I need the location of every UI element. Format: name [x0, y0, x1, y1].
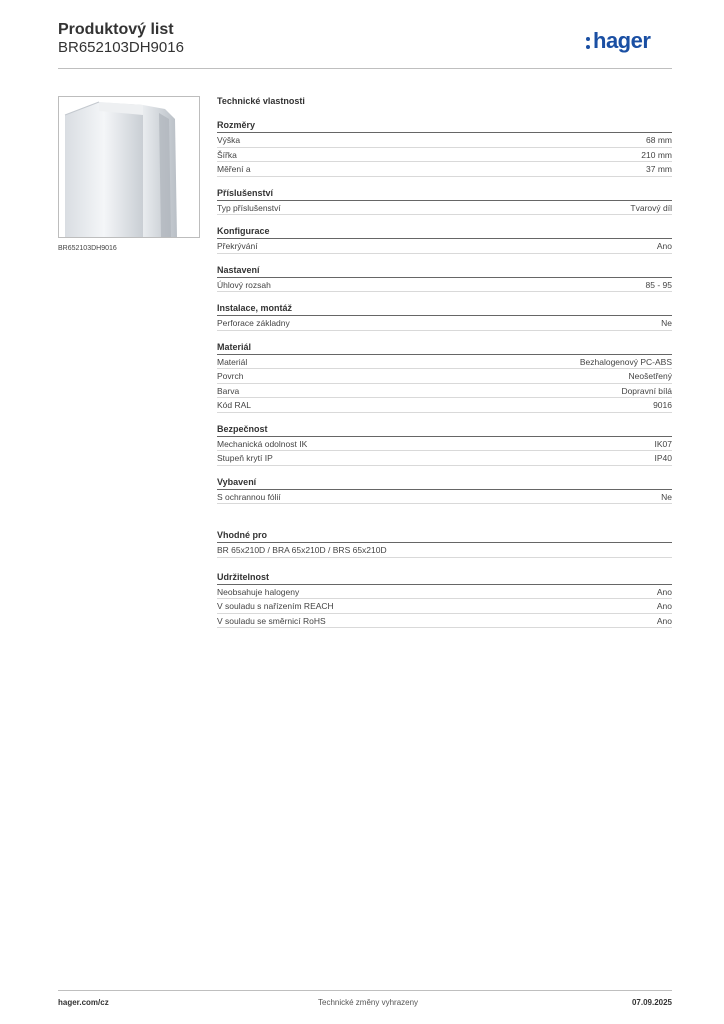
- spec-row: [217, 162, 672, 177]
- spec-row: [217, 239, 672, 254]
- spec-value: IP40: [654, 453, 672, 463]
- spec-label: Kód RAL: [217, 400, 252, 410]
- spec-label: Barva: [217, 385, 240, 396]
- page-title: Produktový list: [58, 21, 174, 38]
- spec-section: [217, 262, 672, 293]
- header-divider: [58, 68, 672, 69]
- spec-section-title: Vybavení: [217, 474, 672, 490]
- spec-row: [217, 437, 672, 452]
- spec-label: BR 65x210D / BRA 65x210D / BRS 65x210D: [217, 545, 387, 555]
- spec-section-title: Konfigurace: [217, 223, 672, 239]
- spec-value: 9016: [653, 400, 672, 410]
- spec-value: 68 mm: [646, 135, 672, 145]
- spec-value: Ano: [656, 615, 672, 626]
- spec-value: 210 mm: [641, 149, 672, 160]
- spec-row: [217, 599, 672, 614]
- spec-label: V souladu se směrnicí RoHS: [217, 615, 326, 626]
- spec-label: Výška: [217, 135, 241, 145]
- spec-section: [217, 474, 672, 505]
- spec-section-title: Instalace, montáž: [217, 300, 672, 316]
- spec-section: [217, 339, 672, 413]
- spec-section-title: Bezpečnost: [217, 421, 672, 437]
- spec-label: Měření a: [217, 164, 251, 174]
- spec-label: V souladu s nařízením REACH: [217, 601, 334, 611]
- spec-row: [217, 384, 672, 399]
- spec-section: [217, 185, 672, 216]
- spec-row: [217, 398, 672, 413]
- spec-section: [217, 421, 672, 466]
- spec-section-title: Materiál: [217, 339, 672, 355]
- spec-value: Neošetřený: [628, 371, 672, 381]
- footer-date: 07.09.2025: [631, 998, 672, 1007]
- image-caption: BR652103DH9016: [58, 245, 117, 252]
- spec-label: Perforace základny: [217, 318, 290, 328]
- spec-label: Šířka: [217, 149, 237, 160]
- spec-row: [217, 614, 672, 629]
- spec-value: Ne: [661, 491, 672, 502]
- spec-label: Mechanická odolnost IK: [217, 438, 308, 449]
- specs-heading: Technické vlastnosti: [217, 96, 305, 106]
- hager-logo: [593, 28, 650, 54]
- spec-label: S ochrannou fólií: [217, 491, 281, 502]
- spec-value: Dopravní bílá: [621, 385, 672, 396]
- spec-value: Ano: [656, 586, 672, 597]
- spec-label: Úhlový rozsah: [217, 279, 271, 290]
- spec-row: [217, 148, 672, 163]
- logo-text: hager: [593, 28, 651, 53]
- spec-value: Tvarový díl: [630, 202, 672, 213]
- spec-section-title: Nastavení: [217, 262, 672, 278]
- spec-section: [217, 117, 672, 177]
- spec-value: IK07: [654, 438, 672, 449]
- product-code: BR652103DH9016: [58, 39, 184, 56]
- spec-label: Materiál: [217, 356, 248, 367]
- spec-row: [217, 133, 672, 148]
- spec-row: [217, 585, 672, 600]
- footer-website: hager.com/cz: [58, 998, 109, 1007]
- spec-section-title: Udržitelnost: [217, 569, 672, 585]
- spec-section-title: Rozměry: [217, 117, 672, 133]
- footer-divider: [58, 990, 672, 991]
- spec-value: Bezhalogenový PC-ABS: [579, 356, 672, 367]
- spec-label: Typ příslušenství: [217, 202, 281, 213]
- footer-notice: Technické změny vyhrazeny: [318, 998, 419, 1007]
- spec-value: Ano: [656, 241, 672, 251]
- spec-row: [217, 543, 672, 558]
- spec-section: [217, 223, 672, 254]
- corner-piece-icon: [59, 97, 199, 237]
- spec-value: 37 mm: [646, 164, 672, 174]
- spec-row: [217, 316, 672, 331]
- spec-row: [217, 278, 672, 293]
- spec-section-title: Vhodné pro: [217, 527, 672, 543]
- spec-row: [217, 451, 672, 466]
- spec-row: [217, 355, 672, 370]
- spec-row: [217, 369, 672, 384]
- spec-label: Neobsahuje halogeny: [217, 586, 300, 597]
- spec-section-title: Příslušenství: [217, 185, 672, 201]
- spec-section: [217, 569, 672, 629]
- product-image: [58, 96, 200, 238]
- spec-section: [217, 527, 672, 558]
- spec-label: Stupeň krytí IP: [217, 453, 273, 463]
- logo-dots-icon: [586, 28, 592, 54]
- technical-specs: [217, 92, 672, 628]
- spec-label: Povrch: [217, 371, 244, 381]
- spec-value: Ne: [661, 318, 672, 328]
- spec-value: 85 - 95: [645, 279, 672, 290]
- spec-row: [217, 490, 672, 505]
- spec-label: Překrývání: [217, 241, 258, 251]
- spec-section: [217, 300, 672, 331]
- spec-row: [217, 201, 672, 216]
- spec-value: Ano: [656, 601, 672, 611]
